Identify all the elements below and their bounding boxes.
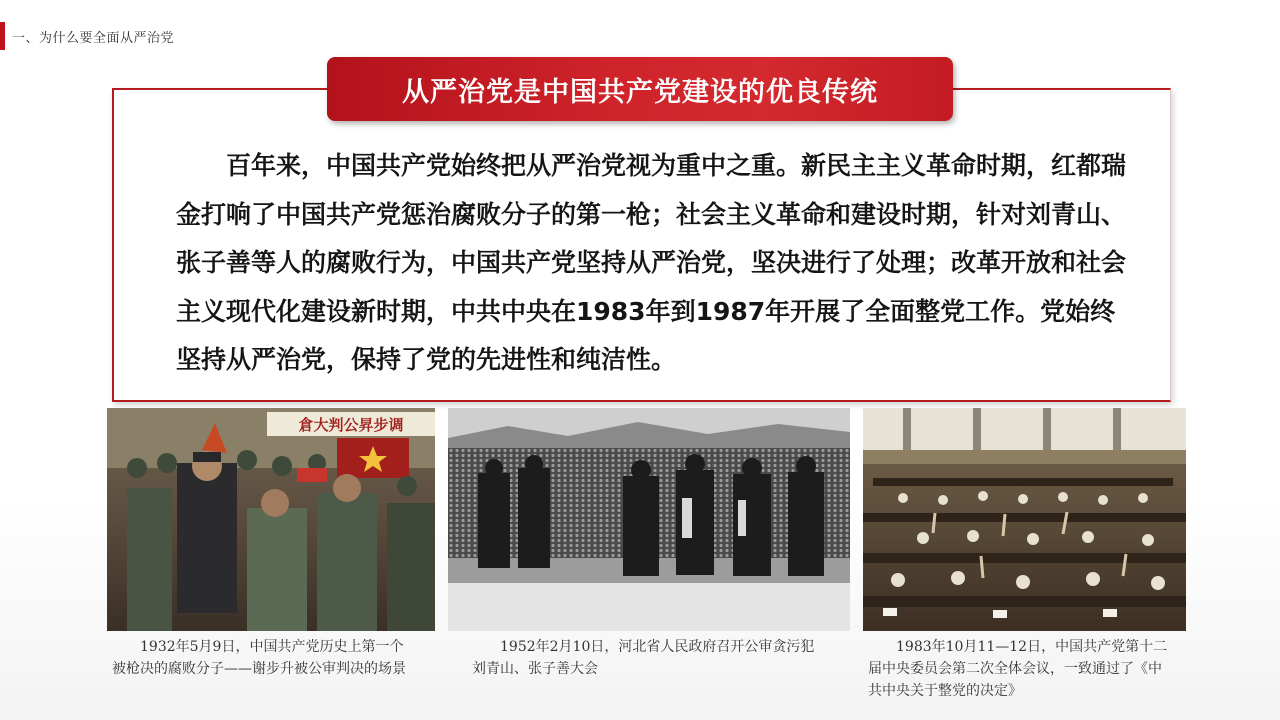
body-paragraph: 百年来，中国共产党始终把从严治党视为重中之重。新民主主义革命时期，红都瑞金打响了中国共产党惩治腐败分子的第一枪；社会主义革命和建设时期，针对刘青山、张子善等人的腐败行为，中国共产党坚持从严治党，坚决进行了处理；改革开放和社会主义现代化建设新时期，中共中央在1983年到1987年开展了全面整党工作。党始终坚持从严治党，保持了党的先进性和纯洁性。 <box>176 151 1127 374</box>
photo-plenary-session <box>863 408 1186 631</box>
caption-photo-3: 1983年10月11—12日，中国共产党第十二届中央委员会第二次全体会议，一致通过了《中共中央关于整党的决定》 <box>868 639 1168 699</box>
painting-banner-text: 倉大判公昇步调 <box>298 416 404 434</box>
caption-photo-1: 1932年5月9日，中国共产党历史上第一个被枪决的腐败分子——谢步升被公审判决的场景 <box>112 639 406 677</box>
photo-rally <box>448 408 850 631</box>
section-title: 一、为什么要全面从严治党 <box>12 31 175 46</box>
photo-painting-trial <box>107 408 435 631</box>
section-marker <box>0 22 5 50</box>
banner-title: 从严治党是中国共产党建设的优良传统 <box>402 76 878 108</box>
slide-banner <box>327 57 953 121</box>
caption-photo-2: 1952年2月10日，河北省人民政府召开公审贪污犯刘青山、张子善大会 <box>472 639 815 677</box>
